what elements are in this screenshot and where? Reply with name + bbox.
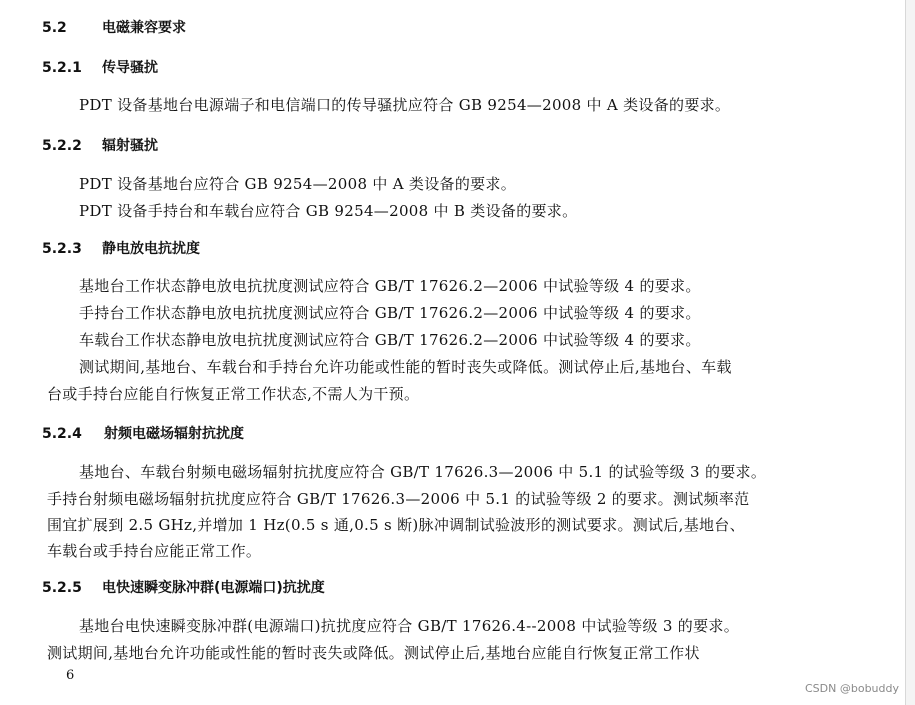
- section-heading-5-2-5: [42, 577, 325, 597]
- section-title: 静电放电抗扰度: [102, 241, 200, 257]
- section-number: 5.2.2: [42, 138, 82, 154]
- paragraph-line: PDT 设备手持台和车载台应符合 GB 9254—2008 中 B 类设备的要求。: [79, 202, 578, 220]
- paragraph-line: PDT 设备基地台电源端子和电信端口的传导骚扰应符合 GB 9254—2008 中 A 类设备的要求。: [79, 96, 731, 114]
- paragraph-line: 台或手持台应能自行恢复正常工作状态,不需人为干预。: [47, 385, 420, 403]
- paragraph-line: 围宜扩展到 2.5 GHz,并增加 1 Hz(0.5 s 通,0.5 s 断)脉冲调制试验波形的测试要求。测试后,基地台、: [47, 516, 745, 534]
- section-title: 电快速瞬变脉冲群(电源端口)抗扰度: [102, 580, 325, 596]
- scrollbar-track[interactable]: [906, 0, 915, 705]
- paragraph-line: 测试期间,基地台允许功能或性能的暂时丧失或降低。测试停止后,基地台应能自行恢复正常工作状: [47, 644, 700, 662]
- section-number: 5.2.5: [42, 580, 82, 596]
- section-title: 电磁兼容要求: [102, 20, 186, 36]
- watermark-text: CSDN @bobuddy: [805, 682, 899, 695]
- paragraph-line: 手持台工作状态静电放电抗扰度测试应符合 GB/T 17626.2—2006 中试验等级 4 的要求。: [79, 304, 701, 322]
- paragraph-line: 基地台工作状态静电放电抗扰度测试应符合 GB/T 17626.2—2006 中试验等级 4 的要求。: [79, 277, 701, 295]
- section-number: 5.2: [42, 20, 67, 36]
- section-heading-5-2-1: [42, 57, 158, 77]
- page-number: 6: [66, 668, 75, 683]
- section-heading-5-2: [42, 17, 186, 37]
- section-title: 射频电磁场辐射抗扰度: [104, 426, 244, 442]
- paragraph-line: 测试期间,基地台、车载台和手持台允许功能或性能的暂时丧失或降低。测试停止后,基地台、车载: [79, 358, 732, 376]
- section-heading-5-2-3: [42, 238, 200, 258]
- section-heading-5-2-2: [42, 135, 158, 155]
- section-title: 传导骚扰: [102, 60, 158, 76]
- section-title: 辐射骚扰: [102, 138, 158, 154]
- section-number: 5.2.1: [42, 60, 82, 76]
- section-heading-5-2-4: [42, 423, 244, 443]
- paragraph-line: 基地台电快速瞬变脉冲群(电源端口)抗扰度应符合 GB/T 17626.4--2008 中试验等级 3 的要求。: [79, 617, 739, 635]
- paragraph-line: 基地台、车载台射频电磁场辐射抗扰度应符合 GB/T 17626.3—2006 中 5.1 的试验等级 3 的要求。: [79, 463, 767, 481]
- section-number: 5.2.4: [42, 426, 82, 442]
- paragraph-line: 手持台射频电磁场辐射抗扰度应符合 GB/T 17626.3—2006 中 5.1 的试验等级 2 的要求。测试频率范: [47, 490, 750, 508]
- paragraph-line: PDT 设备基地台应符合 GB 9254—2008 中 A 类设备的要求。: [79, 175, 517, 193]
- section-number: 5.2.3: [42, 241, 82, 257]
- paragraph-line: 车载台或手持台应能正常工作。: [47, 542, 262, 560]
- paragraph-line: 车载台工作状态静电放电抗扰度测试应符合 GB/T 17626.2—2006 中试验等级 4 的要求。: [79, 331, 701, 349]
